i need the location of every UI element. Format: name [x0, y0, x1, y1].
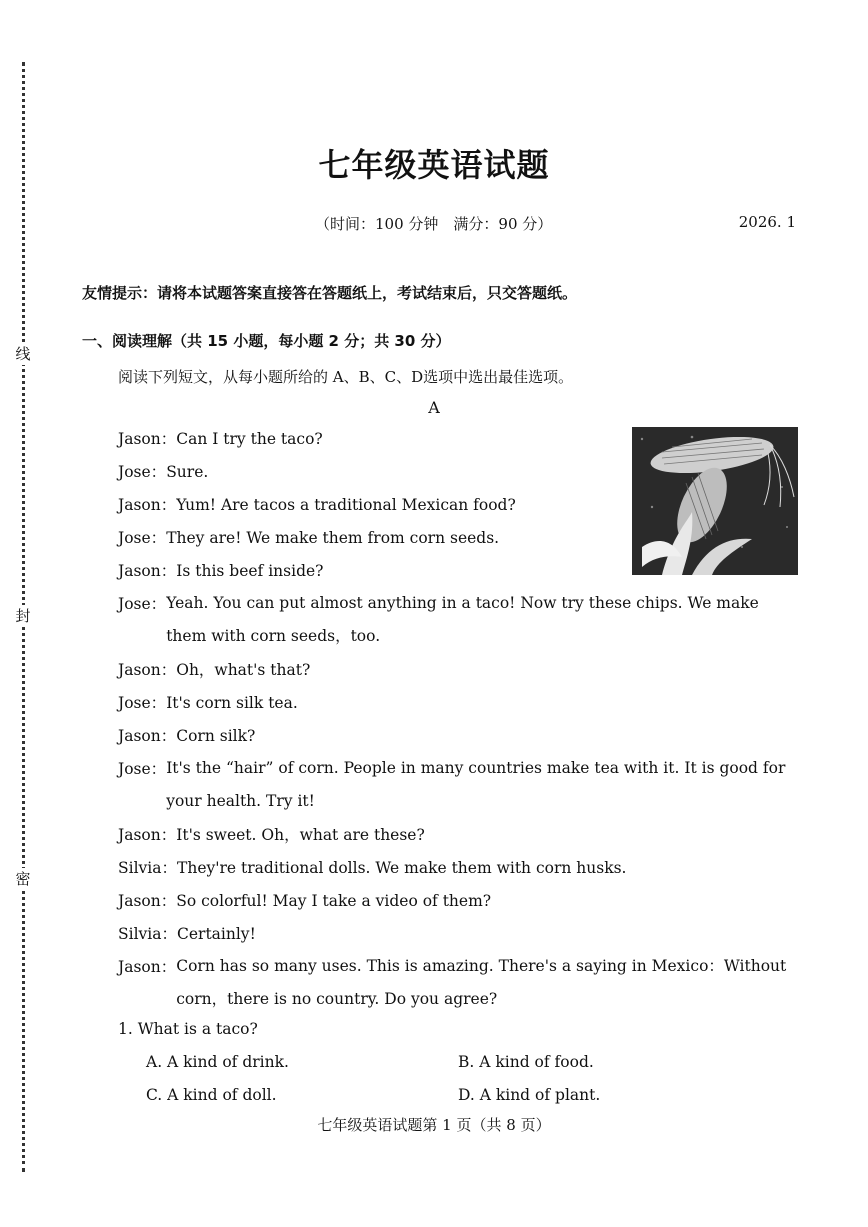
dialogue-text: It's corn silk tea.	[166, 694, 298, 712]
dialogue-text: So colorful! May I take a video of them?	[176, 892, 492, 910]
dialogue-line	[118, 956, 798, 1022]
dialogue-text: Corn silk?	[176, 727, 256, 745]
dialogue-line	[118, 692, 798, 725]
friendly-tip: 友情提示：请将本试题答案直接答在答题纸上，考试结束后，只交答题纸。	[82, 284, 578, 302]
dialogue-line	[118, 494, 798, 527]
dialogue-text: It's the “hair” of corn. People in many countries make tea with it. It is good for your health. Try it!	[166, 759, 786, 810]
dialogue-line	[118, 824, 798, 857]
question-stem: 1. What is a taco?	[118, 1020, 258, 1038]
option-c: C. A kind of doll.	[146, 1086, 277, 1104]
dialogue-line	[118, 659, 798, 692]
option-d: D. A kind of plant.	[458, 1086, 601, 1104]
dialogue-text: Yum! Are tacos a traditional Mexican food?	[176, 496, 516, 514]
passage-label: A	[428, 398, 440, 417]
question-1	[118, 1018, 798, 1117]
dialogue-speaker: Jason：	[118, 496, 177, 514]
dialogue-speaker: Jose：	[118, 463, 167, 481]
option-row	[118, 1051, 798, 1084]
dialogue-text: It's sweet. Oh，what are these?	[176, 826, 425, 844]
dialogue-text: Can I try the taco?	[176, 430, 323, 448]
dialogue-text: Sure.	[166, 463, 209, 481]
section-heading: 一、阅读理解（共 15 小题，每小题 2 分；共 30 分）	[82, 332, 451, 350]
dialogue-speaker: Jose：	[118, 595, 167, 613]
dialogue-line	[118, 857, 798, 890]
option-a: A. A kind of drink.	[146, 1053, 289, 1071]
exam-time-score: （时间：100 分钟 满分：90 分）	[315, 215, 553, 233]
dialogue-speaker: Jason：	[118, 661, 177, 679]
dialogue-line	[118, 758, 798, 824]
dialogue-text: They're traditional dolls. We make them with corn husks.	[177, 859, 627, 877]
dialogue-speaker: Jason：	[118, 562, 177, 580]
dialogue-speaker: Jose：	[118, 529, 167, 547]
exam-title: 七年级英语试题	[318, 146, 550, 184]
dialogue-text: They are! We make them from corn seeds.	[166, 529, 500, 547]
option-row	[118, 1084, 798, 1117]
dialogue-speaker: Jason：	[118, 892, 177, 910]
dialogue-speaker: Jason：	[118, 958, 177, 976]
dialogue-line	[118, 428, 798, 461]
dialogue-text: Yeah. You can put almost anything in a taco! Now try these chips. We make them with corn seeds，too.	[166, 594, 759, 645]
section-instruction: 阅读下列短文，从每小题所给的 A、B、C、D选项中选出最佳选项。	[118, 368, 574, 386]
dialogue-text: Corn has so many uses. This is amazing. There's a saying in Mexico：Without corn，there is no country. Do you agree?	[176, 957, 787, 1008]
dialogue-line	[118, 461, 798, 494]
dialogue-line	[118, 890, 798, 923]
dialogue-text: Is this beef inside?	[176, 562, 324, 580]
margin-mark-line: 线	[12, 343, 34, 365]
exam-date: 2026. 1	[738, 213, 796, 231]
dialogue-text: Oh，what's that?	[176, 661, 311, 679]
dialogue-speaker: Jason：	[118, 727, 177, 745]
dialogue-line	[118, 593, 798, 659]
margin-mark-seal: 封	[12, 605, 34, 627]
dialogue-speaker: Silvia：	[118, 859, 177, 877]
dialogue-text: Certainly!	[177, 925, 256, 943]
dialogue-speaker: Jose：	[118, 760, 167, 778]
dialogue	[118, 428, 798, 1022]
margin-mark-secret: 密	[12, 868, 34, 890]
option-b: B. A kind of food.	[458, 1053, 594, 1071]
page-footer: 七年级英语试题第 1 页（共 8 页）	[317, 1116, 551, 1134]
dialogue-speaker: Jose：	[118, 694, 167, 712]
dialogue-speaker: Jason：	[118, 430, 177, 448]
dialogue-line	[118, 527, 798, 560]
dialogue-speaker: Silvia：	[118, 925, 177, 943]
dialogue-speaker: Jason：	[118, 826, 177, 844]
